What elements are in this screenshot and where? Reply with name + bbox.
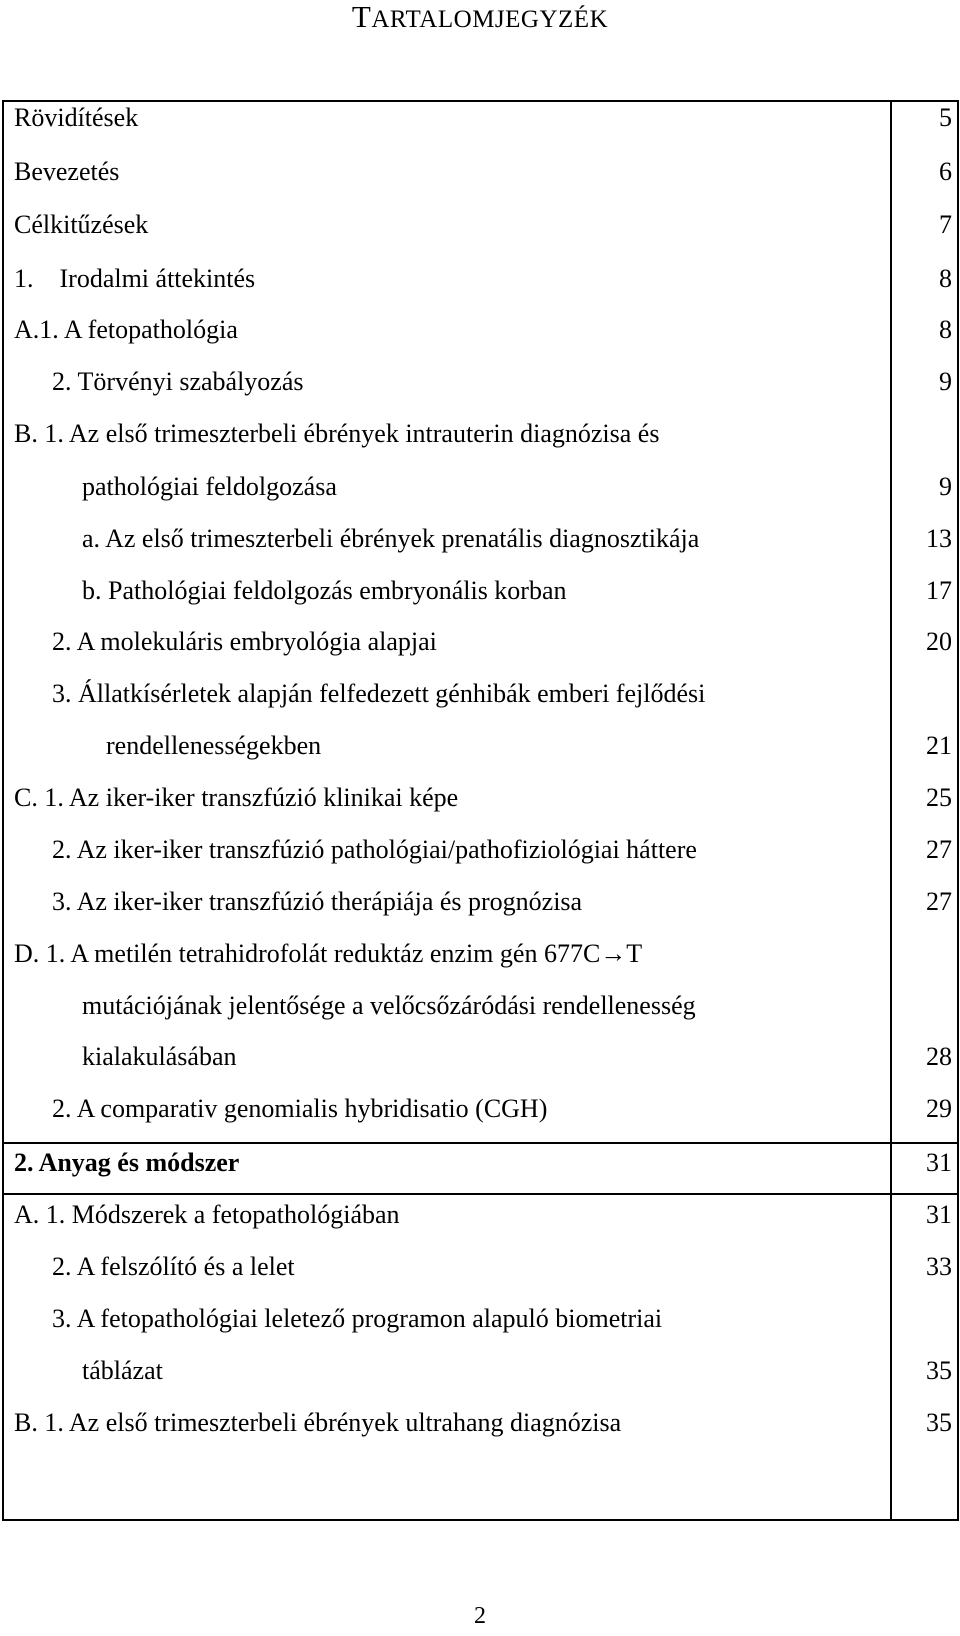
toc-entry-label: Bevezetés (14, 157, 120, 186)
toc-entry-page (892, 407, 952, 461)
toc-entry-label: 2. A felszólító és a lelet (52, 1252, 295, 1281)
toc-entry-label: táblázat (82, 1356, 163, 1385)
toc-entry-page: 27 (926, 835, 952, 864)
toc-entry-page: 7 (939, 210, 952, 239)
toc-row (4, 252, 957, 306)
toc-row (4, 1030, 957, 1084)
toc-entry-page: 28 (926, 1042, 952, 1071)
toc-entry-page (892, 667, 952, 721)
toc-entry-page: 31 (926, 1148, 952, 1177)
page-number: 2 (474, 1603, 486, 1629)
toc-row (4, 460, 957, 514)
toc-section-heading: 2. Anyag és módszer (14, 1148, 240, 1177)
toc-row (4, 512, 957, 566)
toc-entry-label: rendellenességekben (106, 731, 322, 760)
toc-entry-page (892, 979, 952, 1033)
toc-entry-label: 2. Az iker-iker transzfúzió pathológiai/pathofiziológiai háttere (52, 835, 697, 864)
toc-entry-label: 1. Irodalmi áttekintés (14, 264, 256, 293)
page-title (0, 0, 960, 37)
toc-entry-page: 5 (939, 103, 952, 132)
title-rest: ARTALOMJEGYZÉK (371, 6, 609, 33)
toc-row (4, 407, 957, 461)
toc-entry-page: 29 (926, 1094, 952, 1123)
toc-entry-label: 3. Állatkísérletek alapján felfedezett génhibák emberi fejlődési (52, 679, 706, 708)
toc-entry-label: 2. Törvényi szabályozás (52, 367, 304, 396)
toc-row (4, 1240, 957, 1294)
toc-entry-page: 8 (939, 315, 952, 344)
toc-row (4, 823, 957, 877)
toc-entry-label: D. 1. A metilén tetrahidrofolát reduktáz enzim gén 677C→T (14, 939, 643, 968)
toc-entry-label: B. 1. Az első trimeszterbeli ébrények intrauterin diagnózisa és (14, 419, 660, 448)
toc-row (4, 875, 957, 929)
toc-entry-page: 9 (939, 367, 952, 396)
toc-row (4, 1136, 957, 1190)
toc-entry-page: 6 (939, 157, 952, 186)
toc-entry-label: A. 1. Módszerek a fetopathológiában (14, 1200, 400, 1229)
toc-entry-page: 25 (926, 783, 952, 812)
toc-row (4, 1292, 957, 1346)
toc-entry-page: 31 (926, 1200, 952, 1229)
toc-row (4, 1188, 957, 1242)
toc-row (4, 771, 957, 825)
toc-entry-page: 8 (939, 264, 952, 293)
toc-row (4, 198, 957, 252)
toc-entry-label: C. 1. Az iker-iker transzfúzió klinikai képe (14, 783, 459, 812)
toc-row (4, 564, 957, 618)
toc-entry-label: kialakulásában (82, 1042, 237, 1071)
toc-entry-page: 17 (926, 576, 952, 605)
toc-entry-page: 9 (939, 472, 952, 501)
toc-row (4, 1082, 957, 1136)
toc-row (4, 719, 957, 773)
toc-row (4, 667, 957, 721)
toc-row (4, 145, 957, 199)
toc-row (4, 1396, 957, 1450)
toc-entry-page (892, 1292, 952, 1346)
toc-entry-page: 27 (926, 887, 952, 916)
toc-entry-page (892, 927, 952, 981)
toc-row (4, 91, 957, 145)
toc-entry-label: b. Pathológiai feldolgozás embryonális korban (82, 576, 567, 605)
toc-row (4, 979, 957, 1033)
toc-row (4, 1344, 957, 1398)
toc-entry-page: 33 (926, 1252, 952, 1281)
toc-entry-page: 21 (926, 731, 952, 760)
toc-entry-page: 20 (926, 627, 952, 656)
toc-table (2, 100, 959, 1521)
toc-entry-page: 13 (926, 524, 952, 553)
toc-entry-label: 2. A comparativ genomialis hybridisatio (CGH) (52, 1094, 548, 1123)
toc-entry-label: Célkitűzések (14, 210, 149, 239)
toc-entry-label: a. Az első trimeszterbeli ébrények prenatális diagnosztikája (82, 524, 700, 553)
toc-entry-page: 35 (926, 1356, 952, 1385)
toc-entry-label: A.1. A fetopathológia (14, 315, 238, 344)
toc-entry-label: 3. Az iker-iker transzfúzió therápiája és prognózisa (52, 887, 583, 916)
toc-row (4, 927, 957, 981)
toc-entry-label: Rövidítések (14, 103, 139, 132)
toc-row (4, 355, 957, 409)
toc-entry-page: 35 (926, 1408, 952, 1437)
toc-entry-label: mutációjának jelentősége a velőcsőzáródási rendellenesség (82, 991, 696, 1020)
toc-entry-label: pathológiai feldolgozása (82, 472, 337, 501)
toc-row (4, 303, 957, 357)
title-initial: T (351, 0, 372, 34)
toc-entry-label: 3. A fetopathológiai leletező programon alapuló biometriai (52, 1304, 663, 1333)
toc-entry-label: B. 1. Az első trimeszterbeli ébrények ultrahang diagnózisa (14, 1408, 622, 1437)
toc-entry-label: 2. A molekuláris embryológia alapjai (52, 627, 437, 656)
toc-row (4, 615, 957, 669)
